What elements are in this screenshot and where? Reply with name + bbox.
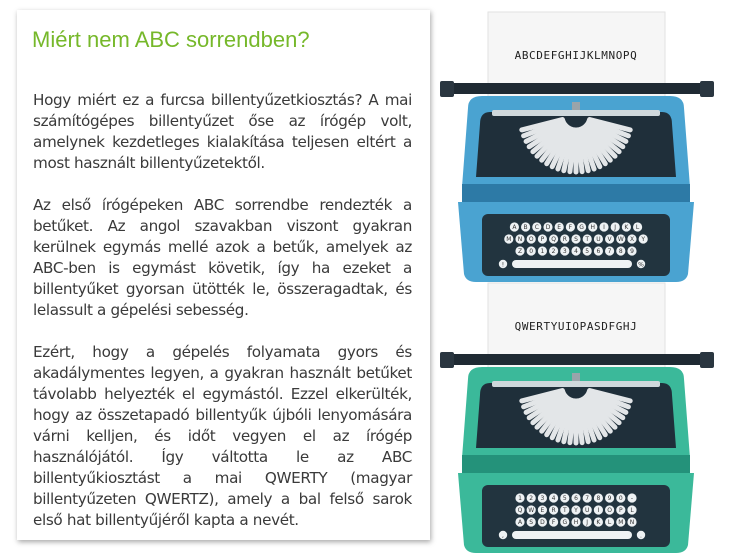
key-label: 7	[585, 495, 590, 503]
key-label: 0	[529, 248, 534, 256]
key-label: 2	[529, 495, 534, 503]
key-label: W	[528, 507, 535, 515]
platen-roller	[443, 354, 712, 365]
key-label: .	[640, 532, 642, 540]
key-label: Z	[517, 248, 523, 256]
key-label: D	[545, 224, 551, 232]
key-label: O	[528, 236, 534, 244]
key-label: T	[585, 236, 590, 244]
key-label: K	[596, 519, 601, 527]
paper-text: ABCDEFGHIJKLMNOPQ	[514, 49, 638, 62]
key-label: A	[517, 519, 523, 527]
key-label: C	[534, 224, 539, 232]
paper-text: QWERTYUIOPASDFGHJ	[514, 320, 638, 333]
key-label: G	[562, 519, 568, 527]
key-label: X	[629, 236, 635, 244]
key-label: 7	[607, 248, 612, 256]
roller-knob-left	[440, 352, 454, 368]
space-bar	[512, 531, 632, 539]
key-label: 4	[574, 248, 578, 256]
key-label: W	[617, 236, 624, 244]
typewriter	[440, 12, 714, 282]
platen-roller	[443, 83, 712, 94]
key-label: ,	[502, 532, 504, 540]
key-label: P	[540, 236, 545, 244]
key-label: R	[562, 236, 567, 244]
key-label: P	[618, 507, 623, 515]
key-label: 9	[630, 248, 634, 256]
paragraph: Ezért, hogy a gépelés folyamata gyors és akadálymentes legyen, a gyakran használt betűket távolabb helyezték el egymástól. Ezzel elkerülték, hogy az összetapadó billentyűk újbóli lenyomására várni kelljen, és időt vegyen el az írógép használójától. Így váltotta le az ABC billentyűkiosztást a mai QWERTY (magyar billentyűzeten QWERTZ), amely a bal felső sarok első hat billentyűjéről kapta a nevét.	[33, 343, 412, 529]
ribbon-shelf	[492, 110, 660, 116]
key-label: L	[607, 519, 612, 527]
key-label: 8	[618, 248, 623, 256]
key-label: L	[635, 224, 640, 232]
key-label: H	[573, 519, 579, 527]
key-label: Q	[517, 507, 523, 515]
key-label: D	[540, 519, 545, 527]
key-label: N	[517, 236, 523, 244]
key-label: 4	[551, 495, 556, 503]
key-label: 6	[596, 248, 601, 256]
key-label: 0	[618, 495, 623, 503]
key-label: U	[584, 507, 590, 515]
key-label: J	[614, 224, 617, 232]
key-label: S	[529, 519, 534, 527]
key-label: 3	[540, 495, 545, 503]
key-label: 5	[585, 248, 590, 256]
key-label: A	[512, 224, 517, 232]
key-label: %	[638, 261, 644, 269]
roller-knob-left	[440, 81, 454, 97]
key-label: N	[629, 519, 635, 527]
key-label: R	[551, 507, 556, 515]
key-label: Y	[641, 236, 646, 244]
ribbon-shelf	[492, 381, 660, 387]
key-label: S	[574, 236, 578, 244]
article-title: Miért nem ABC sorrendben?	[32, 27, 310, 52]
paragraph: Az első írógépeken ABC sorrendbe rendezték a betűket. Az angol szavakban viszont gyakran kerülnek egymás mellé azok a betűk, amelyek az ABC-ben is egymást követik, így ha ezeket a billentyűket gyorsan ütötték le, összeragadtak, és lelassult a gépelési sebesség.	[33, 196, 412, 319]
key-label: E	[557, 224, 562, 232]
key-label: 5	[562, 495, 567, 503]
key-label: T	[562, 507, 567, 515]
key-label: M	[506, 236, 512, 244]
typewriter-base-top	[462, 184, 690, 204]
key-label: K	[624, 224, 629, 232]
key-label: I	[603, 224, 605, 232]
key-label: 9	[607, 495, 612, 503]
key-label: 2	[551, 248, 556, 256]
key-label: O	[607, 507, 612, 515]
key-label: 1	[540, 248, 545, 256]
key-label: 3	[562, 248, 567, 256]
key-label: 6	[574, 495, 578, 503]
roller-knob-right	[700, 81, 714, 97]
key-label: M	[618, 519, 624, 527]
typewriter	[440, 283, 714, 553]
key-label: B	[523, 224, 528, 232]
space-bar	[512, 260, 632, 268]
key-label: F	[551, 519, 556, 527]
typewriter-base-top	[462, 455, 690, 475]
key-label: I	[597, 507, 600, 515]
key-label: E	[540, 507, 545, 515]
key-label: Q	[551, 236, 556, 244]
roller-knob-right	[700, 352, 714, 368]
paragraph: Hogy miért ez a furcsa billentyűzetkiosztás? A mai számítógépes billentyűzet őse az írógép volt, amelynek kezdetleges kialakítása teljesen eltért a most használt billentyűzetektől.	[33, 91, 412, 172]
key-label: !	[501, 261, 505, 269]
key-label: V	[607, 236, 612, 244]
key-label: U	[596, 236, 601, 244]
key-label: 8	[596, 495, 601, 503]
key-label: L	[630, 507, 634, 515]
key-label: G	[579, 224, 584, 232]
key-label: H	[590, 224, 596, 232]
key-label: Y	[574, 507, 578, 515]
key-label: J	[586, 519, 589, 527]
key-label: -	[630, 495, 634, 503]
key-label: 1	[518, 495, 522, 503]
key-label: F	[568, 224, 573, 232]
